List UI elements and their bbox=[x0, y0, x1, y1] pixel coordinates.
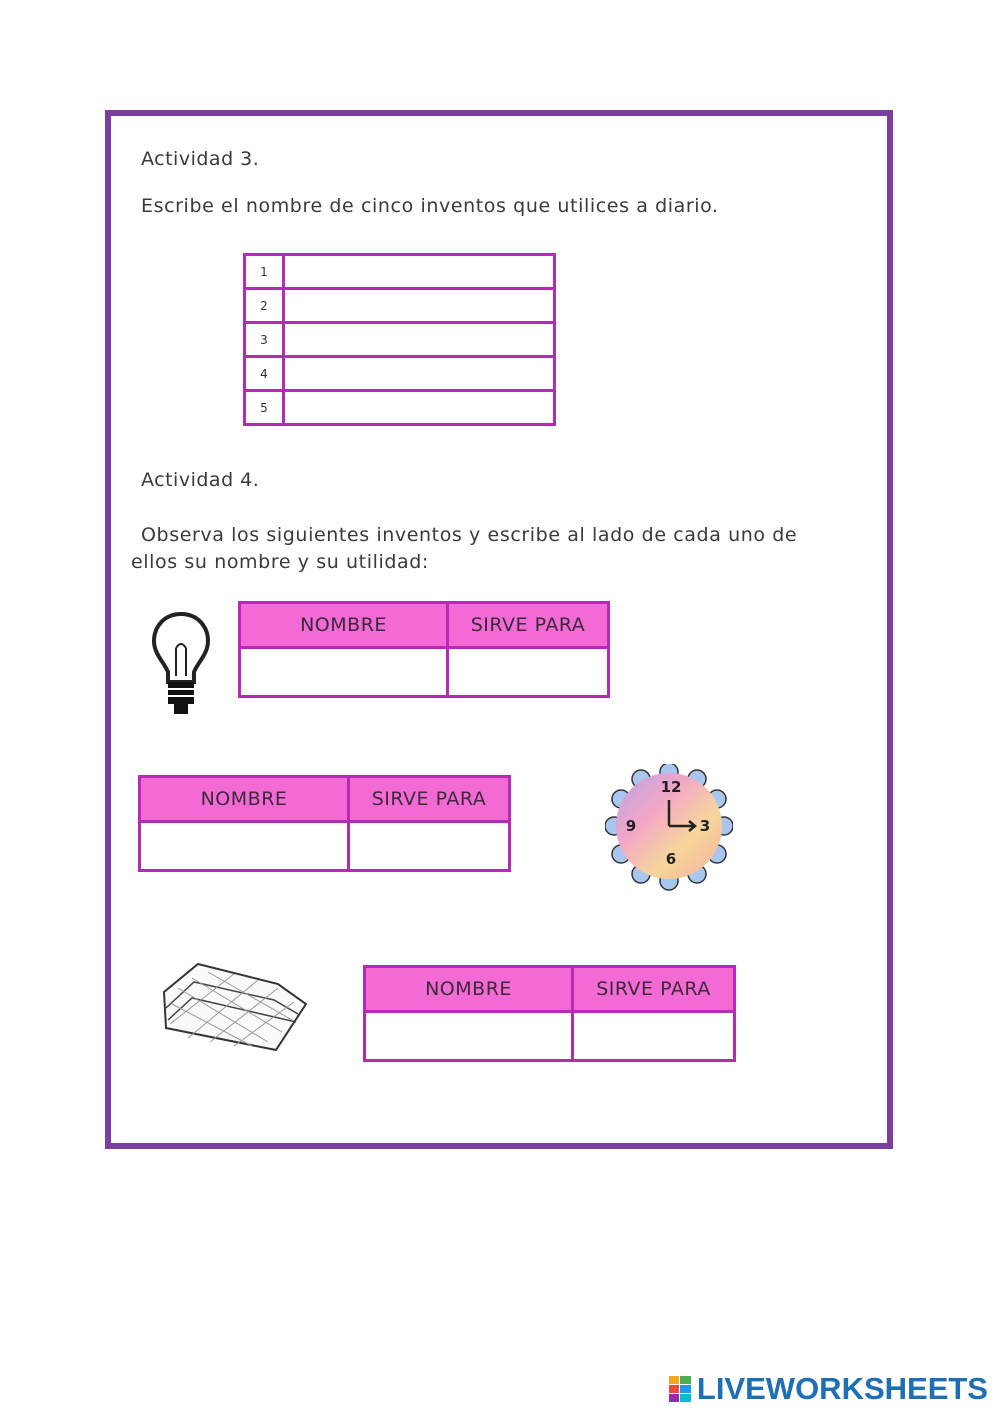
use-header: SIRVE PARA bbox=[573, 967, 735, 1012]
inventions-list-table bbox=[243, 253, 556, 426]
row-number: 4 bbox=[245, 357, 284, 391]
row-number: 2 bbox=[245, 289, 284, 323]
napkins-answer-table bbox=[363, 965, 736, 1062]
activity-3-title: Actividad 3. bbox=[141, 148, 260, 170]
activity-4-instruction-line1: Observa los siguientes inventos y escribe al lado de cada uno de bbox=[141, 524, 798, 546]
light-bulb-icon bbox=[150, 610, 212, 722]
clock-name-input[interactable] bbox=[140, 822, 349, 871]
name-header: NOMBRE bbox=[140, 777, 349, 822]
activity-4-instruction-line2: ellos su nombre y su utilidad: bbox=[131, 551, 429, 573]
clock-icon bbox=[605, 764, 733, 892]
clock-use-input[interactable] bbox=[349, 822, 510, 871]
napkins-icon bbox=[158, 958, 310, 1058]
row-number: 3 bbox=[245, 323, 284, 357]
bulb-answer-table bbox=[238, 601, 610, 698]
clock-number-6: 6 bbox=[665, 850, 677, 868]
use-header: SIRVE PARA bbox=[349, 777, 510, 822]
table-row bbox=[245, 391, 555, 425]
table-row bbox=[245, 289, 555, 323]
activity-3-instruction: Escribe el nombre de cinco inventos que utilices a diario. bbox=[141, 195, 719, 217]
answer-field-3[interactable] bbox=[284, 323, 555, 357]
brand-name: LIVEWORKSHEETS bbox=[696, 1371, 988, 1406]
table-row bbox=[245, 357, 555, 391]
answer-field-4[interactable] bbox=[284, 357, 555, 391]
bulb-use-input[interactable] bbox=[448, 648, 609, 697]
name-header: NOMBRE bbox=[240, 603, 448, 648]
brand-grid-icon bbox=[669, 1376, 691, 1402]
napkins-use-input[interactable] bbox=[573, 1012, 735, 1061]
use-header: SIRVE PARA bbox=[448, 603, 609, 648]
activity-4-title: Actividad 4. bbox=[141, 469, 260, 491]
clock-answer-table bbox=[138, 775, 511, 872]
row-number: 5 bbox=[245, 391, 284, 425]
bulb-name-input[interactable] bbox=[240, 648, 448, 697]
clock-number-3: 3 bbox=[699, 817, 711, 835]
answer-field-5[interactable] bbox=[284, 391, 555, 425]
clock-number-9: 9 bbox=[625, 817, 637, 835]
liveworksheets-logo bbox=[669, 1372, 988, 1406]
answer-field-1[interactable] bbox=[284, 255, 555, 289]
table-row bbox=[245, 255, 555, 289]
clock-number-12: 12 bbox=[660, 778, 682, 796]
answer-field-2[interactable] bbox=[284, 289, 555, 323]
napkins-name-input[interactable] bbox=[365, 1012, 573, 1061]
table-row bbox=[245, 323, 555, 357]
row-number: 1 bbox=[245, 255, 284, 289]
name-header: NOMBRE bbox=[365, 967, 573, 1012]
